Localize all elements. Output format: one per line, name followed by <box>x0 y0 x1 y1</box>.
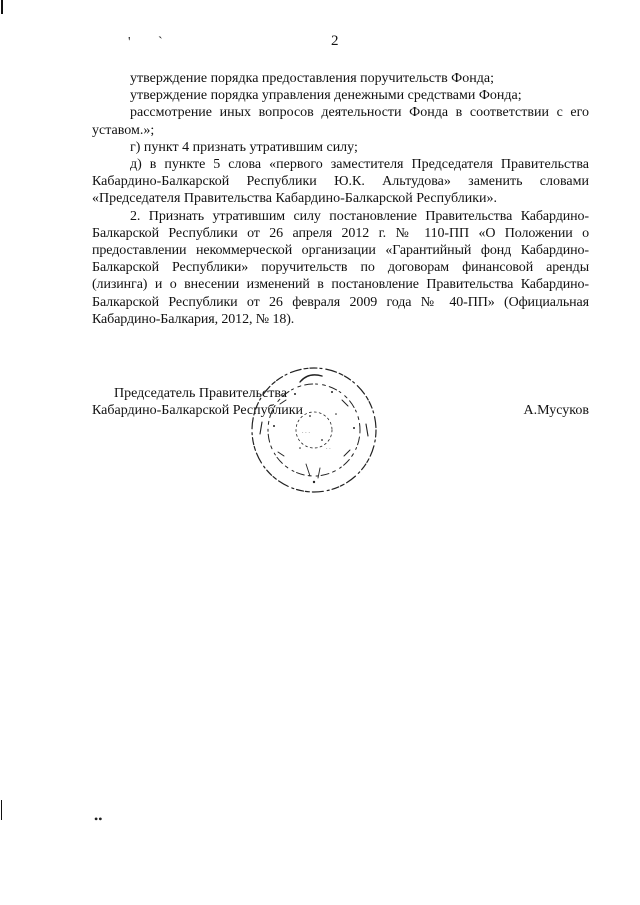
scan-marks: ' ` <box>128 35 175 50</box>
paragraph-approval-guarantees: утверждение порядка предоставления поручительств Фонда; <box>130 71 494 86</box>
document-body <box>92 70 589 328</box>
signatory-title-line1: Председатель Правительства <box>114 386 287 401</box>
signatory-title-line2: Кабардино-Балкарской Республики <box>92 403 303 418</box>
paragraph-other-questions: рассмотрение иных вопросов деятельности Фонда в соответствии с его уставом.»; <box>92 105 589 138</box>
paragraph-point-2: 2. Признать утратившим силу постановление Правительства Кабардино-Балкарской Республики от 26 апреля 2012 г. № 110-ПП «О Положении о предоставлении некоммерческой организации «Гарантийный фонд Кабардино-Балкарской Республики» поручительств по договорам финансовой аренды (лизинга) и о внесении изменений в постановление Правительства Кабардино-Балкарской Республики от 26 февраля 2009 года № 40-ПП» (Официальная Кабардино-Балкария, 2012, № 18). <box>92 208 589 327</box>
scan-mark-bottom: •• <box>94 812 103 826</box>
paragraph-approval-funds: утверждение порядка управления денежными средствами Фонда; <box>130 88 522 104</box>
scan-edge-mark-bottom <box>1 800 2 820</box>
svg-text:· ·: · · <box>326 446 331 452</box>
paragraph-item-d: д) в пункте 5 слова «первого заместителя Председателя Правительства Кабардино-Балкарской Республики Ю.К. Альтудова» заменить словами «Председателя Правительства Кабардино-Балкарской Республики». <box>92 157 589 207</box>
signatory-name: А.Мусуков <box>523 403 589 418</box>
scan-edge-mark-top <box>1 0 3 14</box>
paragraph-item-g: г) пункт 4 признать утратившим силу; <box>130 139 358 155</box>
page-number: 2 <box>331 33 339 49</box>
official-seal-stamp <box>240 364 388 496</box>
svg-text:· · ·: · · · <box>302 430 310 436</box>
